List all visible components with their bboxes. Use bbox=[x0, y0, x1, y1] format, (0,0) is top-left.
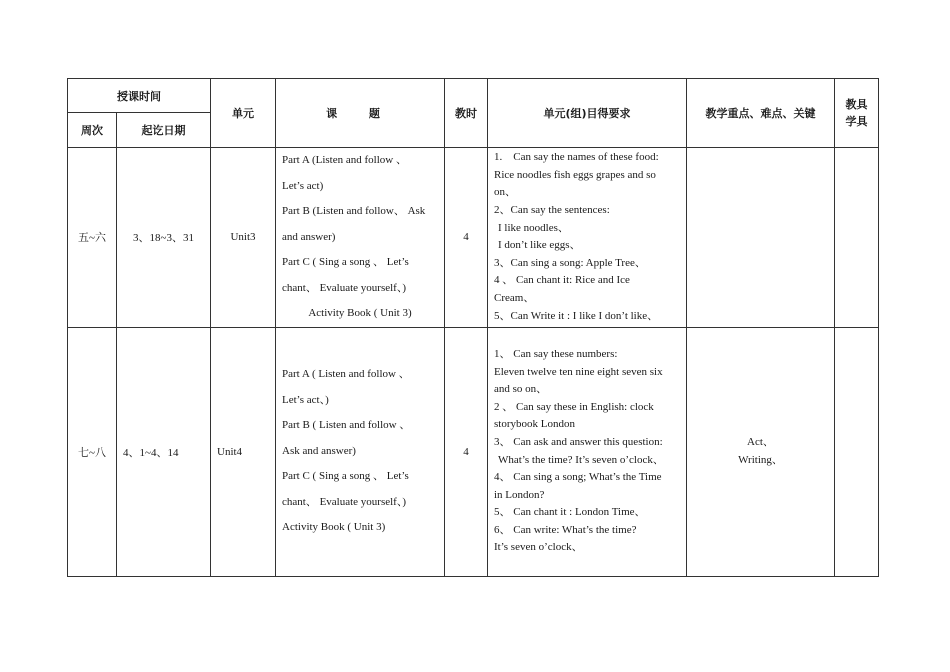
topic-line: and answer) bbox=[282, 230, 336, 243]
goal-line: What’s the time? It’s seven o’clock、 bbox=[498, 453, 664, 466]
goal-line: in London? bbox=[494, 488, 545, 501]
aids-cell bbox=[835, 327, 879, 576]
dates-cell: 4、1~4、14 bbox=[117, 327, 211, 576]
header-teaching-time: 授课时间 bbox=[68, 79, 211, 113]
goal-line: 2 、 Can say these in English: clock bbox=[494, 400, 654, 413]
goal-line: Rice noodles fish eggs grapes and so bbox=[494, 168, 656, 181]
topic-line: Part B (Listen and follow、 Ask bbox=[282, 205, 426, 217]
week-cell: 五~六 bbox=[68, 148, 117, 328]
topic-line: chant、 Evaluate yourself、) bbox=[282, 281, 407, 294]
topic-line: Activity Book ( Unit 3) bbox=[282, 521, 386, 534]
topic-cell bbox=[276, 148, 445, 328]
goal-line: 1、 Can say these numbers: bbox=[494, 347, 618, 360]
topic-line: Part A ( Listen and follow 、 bbox=[282, 368, 410, 381]
topic-line: Let’s act、) bbox=[282, 393, 329, 406]
key-point-line: Act、 bbox=[747, 435, 774, 448]
goals-cell bbox=[488, 148, 687, 328]
goal-line: 2、Can say the sentences: bbox=[494, 204, 610, 217]
key-points-cell bbox=[687, 148, 835, 328]
goal-line: I like noodles、 bbox=[498, 221, 569, 234]
topic-line: Ask and answer) bbox=[282, 444, 356, 457]
topic-cell bbox=[276, 327, 445, 576]
goal-line: It’s seven o’clock、 bbox=[494, 541, 583, 554]
topic-line: Part C ( Sing a song 、 Let’s bbox=[282, 256, 409, 268]
hours-cell: 4 bbox=[445, 327, 488, 576]
week-cell: 七~八 bbox=[68, 327, 117, 576]
unit-cell: Unit4 bbox=[211, 327, 276, 576]
hours-cell: 4 bbox=[445, 148, 488, 328]
header-teaching-aids bbox=[835, 79, 879, 148]
goal-line: Cream、 bbox=[494, 292, 535, 305]
header-hours: 教时 bbox=[445, 79, 488, 148]
teaching-plan-table bbox=[67, 78, 879, 577]
goal-line: I don’t like eggs、 bbox=[498, 239, 581, 252]
topic-line: Part B ( Listen and follow 、 bbox=[282, 419, 411, 432]
aids-cell bbox=[835, 148, 879, 328]
goals-cell bbox=[488, 327, 687, 576]
goal-line: 1. Can say the names of these food: bbox=[494, 151, 659, 164]
topic-line: chant、 Evaluate yourself、) bbox=[282, 495, 407, 508]
dates-cell: 3、18~3、31 bbox=[117, 148, 211, 328]
header-goals: 单元(组)目得要求 bbox=[488, 79, 687, 148]
header-dates: 起讫日期 bbox=[117, 113, 211, 148]
header-topic-text: 课 题 bbox=[326, 107, 394, 120]
topic-line: Part A (Listen and follow 、 bbox=[282, 154, 407, 166]
goal-line: 4 、 Can chant it: Rice and Ice bbox=[494, 274, 630, 287]
header-topic bbox=[276, 79, 445, 148]
topic-line: Part C ( Sing a song 、 Let’s bbox=[282, 470, 409, 483]
topic-line: Activity Book ( Unit 3) bbox=[308, 307, 412, 319]
key-points-cell bbox=[687, 327, 835, 576]
goal-line: 5、 Can chant it : London Time、 bbox=[494, 506, 646, 519]
topic-line: Let’s act) bbox=[282, 179, 324, 192]
goal-line: 6、 Can write: What’s the time? bbox=[494, 523, 637, 536]
goal-line: 3、Can sing a song: Apple Tree、 bbox=[494, 256, 646, 269]
header-aids-line1: 教具 bbox=[845, 98, 868, 111]
goal-line: 4、 Can sing a song; What’s the Time bbox=[494, 471, 662, 484]
table-row bbox=[68, 327, 879, 576]
goal-line: and so on、 bbox=[494, 383, 548, 396]
header-key-points: 教学重点、难点、关键 bbox=[687, 79, 835, 148]
goal-line: 3、 Can ask and answer this question: bbox=[494, 435, 663, 448]
goal-line: on、 bbox=[494, 186, 516, 199]
header-aids-line2: 学具 bbox=[845, 115, 868, 128]
header-week: 周次 bbox=[68, 113, 117, 148]
header-unit: 单元 bbox=[211, 79, 276, 148]
goal-line: Eleven twelve ten nine eight seven six bbox=[494, 365, 663, 378]
table-row bbox=[68, 148, 879, 328]
unit-cell: Unit3 bbox=[211, 148, 276, 328]
goal-line: storybook London bbox=[494, 418, 575, 431]
key-point-line: Writing、 bbox=[738, 453, 783, 466]
goal-line: 5、Can Write it : I like I don’t like、 bbox=[494, 309, 659, 322]
